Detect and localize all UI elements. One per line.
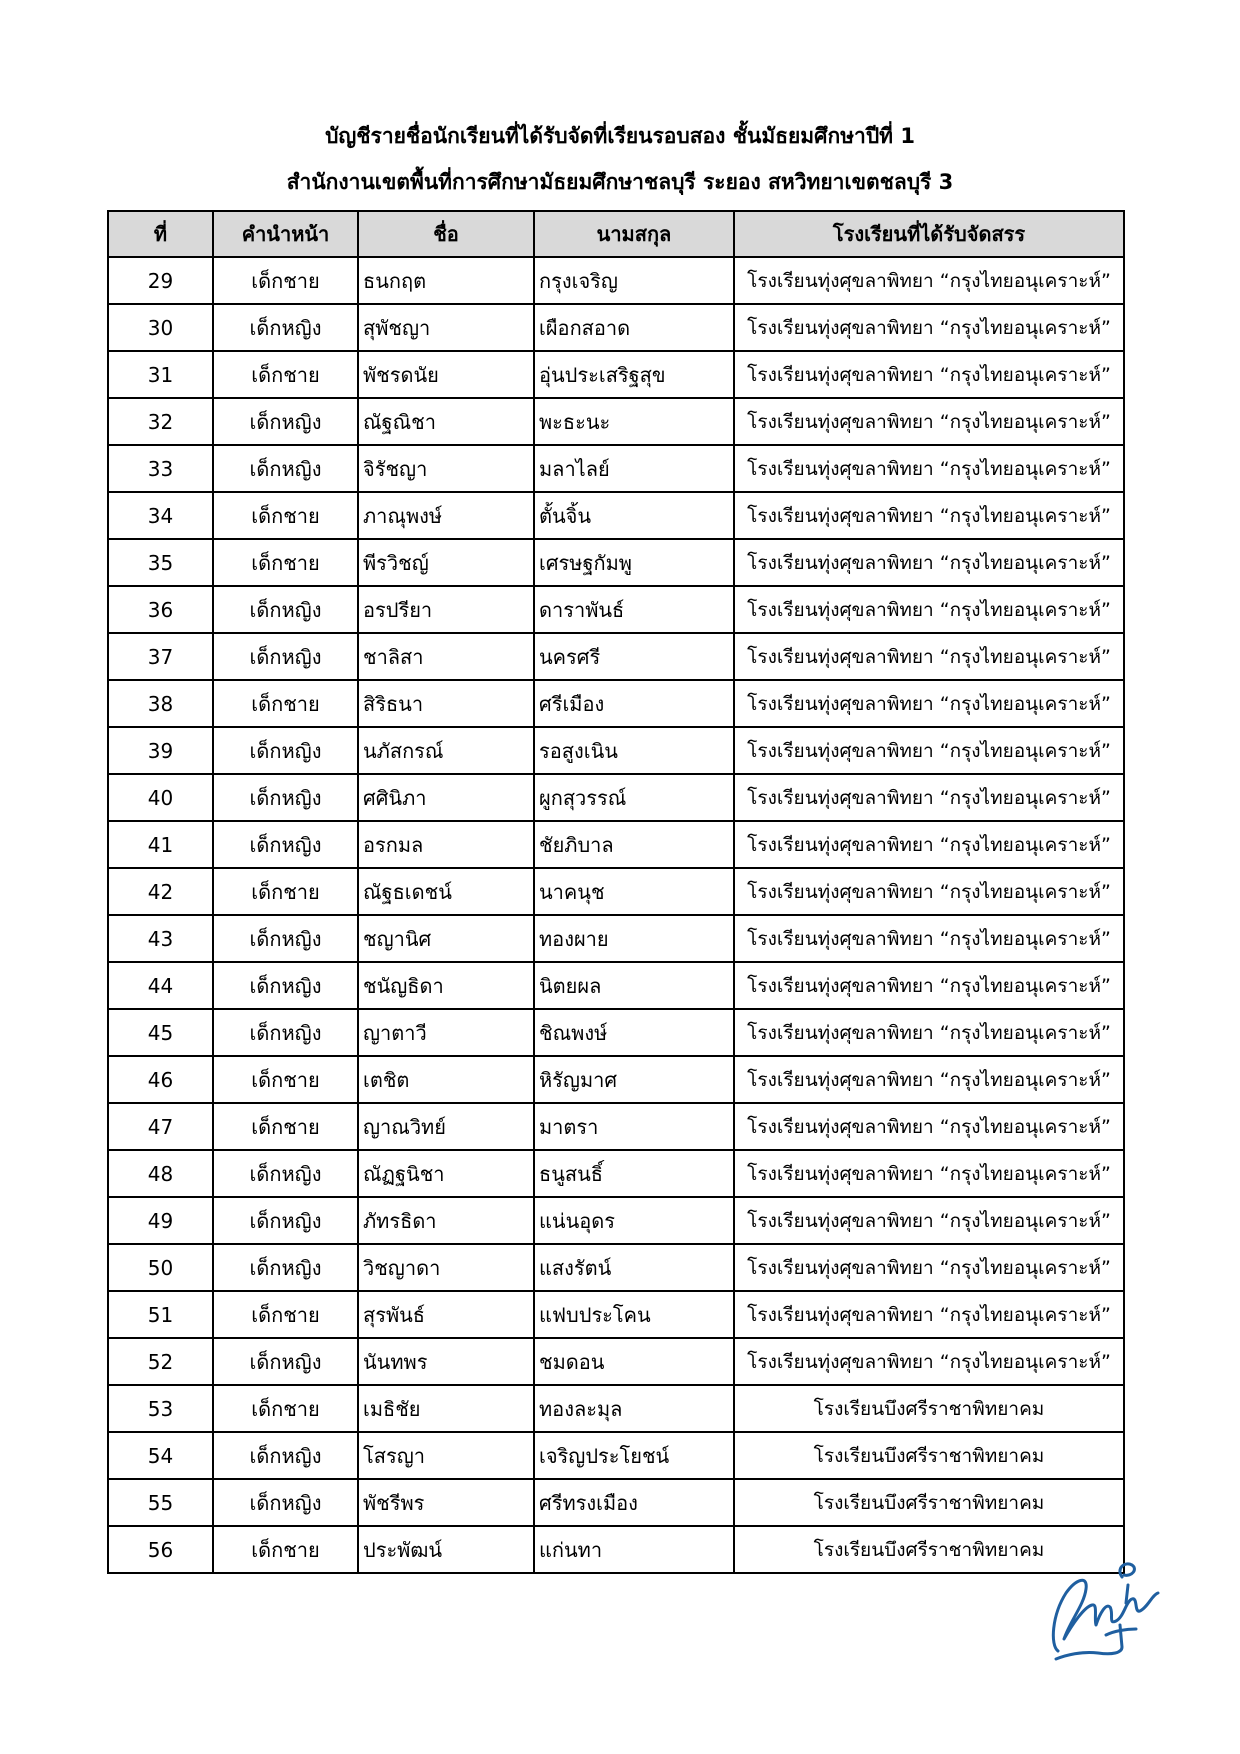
cell-first-name: วิชญาดา (358, 1244, 534, 1291)
table-body (108, 257, 1124, 1573)
cell-first-name: เมธิชัย (358, 1385, 534, 1432)
cell-number: 50 (108, 1244, 213, 1291)
table-row (108, 633, 1124, 680)
table-row (108, 586, 1124, 633)
cell-school: โรงเรียนทุ่งศุขลาพิทยา “กรุงไทยอนุเคราะห์” (734, 257, 1124, 304)
cell-school: โรงเรียนทุ่งศุขลาพิทยา “กรุงไทยอนุเคราะห์” (734, 1244, 1124, 1291)
cell-school: โรงเรียนทุ่งศุขลาพิทยา “กรุงไทยอนุเคราะห์” (734, 1103, 1124, 1150)
cell-last-name: พะธะนะ (534, 398, 734, 445)
cell-first-name: โสรญา (358, 1432, 534, 1479)
cell-school: โรงเรียนทุ่งศุขลาพิทยา “กรุงไทยอนุเคราะห์” (734, 398, 1124, 445)
cell-last-name: ชัยภิบาล (534, 821, 734, 868)
cell-number: 52 (108, 1338, 213, 1385)
cell-school: โรงเรียนทุ่งศุขลาพิทยา “กรุงไทยอนุเคราะห์” (734, 539, 1124, 586)
table-row (108, 962, 1124, 1009)
cell-school: โรงเรียนทุ่งศุขลาพิทยา “กรุงไทยอนุเคราะห์” (734, 1197, 1124, 1244)
table-row (108, 1197, 1124, 1244)
cell-last-name: ทองผาย (534, 915, 734, 962)
column-header-first-name: ชื่อ (358, 211, 534, 257)
cell-first-name: ญาณวิทย์ (358, 1103, 534, 1150)
cell-number: 56 (108, 1526, 213, 1573)
cell-first-name: ณัฏฐนิชา (358, 1150, 534, 1197)
cell-school: โรงเรียนทุ่งศุขลาพิทยา “กรุงไทยอนุเคราะห์” (734, 1150, 1124, 1197)
cell-first-name: ญาตาวี (358, 1009, 534, 1056)
table-row (108, 1432, 1124, 1479)
cell-prefix: เด็กชาย (213, 257, 358, 304)
cell-last-name: เผือกสอาด (534, 304, 734, 351)
cell-prefix: เด็กหญิง (213, 445, 358, 492)
table-row (108, 915, 1124, 962)
cell-prefix: เด็กหญิง (213, 1244, 358, 1291)
table-row (108, 868, 1124, 915)
cell-school: โรงเรียนทุ่งศุขลาพิทยา “กรุงไทยอนุเคราะห์” (734, 821, 1124, 868)
column-header-school: โรงเรียนที่ได้รับจัดสรร (734, 211, 1124, 257)
cell-first-name: เตชิต (358, 1056, 534, 1103)
cell-first-name: ณัฐธเดชน์ (358, 868, 534, 915)
cell-last-name: ชิณพงษ์ (534, 1009, 734, 1056)
table-row (108, 492, 1124, 539)
cell-school: โรงเรียนทุ่งศุขลาพิทยา “กรุงไทยอนุเคราะห์” (734, 962, 1124, 1009)
cell-last-name: ชมดอน (534, 1338, 734, 1385)
cell-school: โรงเรียนทุ่งศุขลาพิทยา “กรุงไทยอนุเคราะห์” (734, 774, 1124, 821)
cell-last-name: กรุงเจริญ (534, 257, 734, 304)
cell-number: 34 (108, 492, 213, 539)
cell-number: 54 (108, 1432, 213, 1479)
cell-last-name: เศรษฐกัมพู (534, 539, 734, 586)
cell-prefix: เด็กหญิง (213, 915, 358, 962)
cell-first-name: สุรพันธ์ (358, 1291, 534, 1338)
cell-prefix: เด็กหญิง (213, 1479, 358, 1526)
cell-first-name: นันทพร (358, 1338, 534, 1385)
cell-number: 40 (108, 774, 213, 821)
cell-prefix: เด็กชาย (213, 351, 358, 398)
cell-school: โรงเรียนทุ่งศุขลาพิทยา “กรุงไทยอนุเคราะห์” (734, 680, 1124, 727)
table-row (108, 257, 1124, 304)
cell-first-name: พีรวิชญ์ (358, 539, 534, 586)
cell-number: 33 (108, 445, 213, 492)
cell-number: 41 (108, 821, 213, 868)
table-row (108, 1150, 1124, 1197)
cell-number: 46 (108, 1056, 213, 1103)
column-header-number: ที่ (108, 211, 213, 257)
cell-last-name: ดาราพันธ์ (534, 586, 734, 633)
cell-number: 37 (108, 633, 213, 680)
cell-prefix: เด็กหญิง (213, 1197, 358, 1244)
cell-school: โรงเรียนทุ่งศุขลาพิทยา “กรุงไทยอนุเคราะห์” (734, 1056, 1124, 1103)
cell-first-name: อรกมล (358, 821, 534, 868)
cell-school: โรงเรียนทุ่งศุขลาพิทยา “กรุงไทยอนุเคราะห์” (734, 1338, 1124, 1385)
cell-last-name: รอสูงเนิน (534, 727, 734, 774)
cell-last-name: แฟบประโคน (534, 1291, 734, 1338)
cell-school: โรงเรียนทุ่งศุขลาพิทยา “กรุงไทยอนุเคราะห์” (734, 1009, 1124, 1056)
cell-last-name: นครศรี (534, 633, 734, 680)
table-row (108, 539, 1124, 586)
cell-number: 32 (108, 398, 213, 445)
cell-school: โรงเรียนบึงศรีราชาพิทยาคม (734, 1526, 1124, 1573)
cell-last-name: ศรีเมือง (534, 680, 734, 727)
cell-number: 55 (108, 1479, 213, 1526)
cell-school: โรงเรียนทุ่งศุขลาพิทยา “กรุงไทยอนุเคราะห์” (734, 351, 1124, 398)
cell-school: โรงเรียนทุ่งศุขลาพิทยา “กรุงไทยอนุเคราะห์” (734, 915, 1124, 962)
cell-number: 48 (108, 1150, 213, 1197)
cell-prefix: เด็กชาย (213, 868, 358, 915)
cell-number: 47 (108, 1103, 213, 1150)
cell-number: 43 (108, 915, 213, 962)
cell-first-name: นภัสกรณ์ (358, 727, 534, 774)
cell-prefix: เด็กหญิง (213, 633, 358, 680)
cell-number: 30 (108, 304, 213, 351)
cell-prefix: เด็กหญิง (213, 727, 358, 774)
table-row (108, 304, 1124, 351)
cell-first-name: พัชรีพร (358, 1479, 534, 1526)
cell-school: โรงเรียนทุ่งศุขลาพิทยา “กรุงไทยอนุเคราะห์” (734, 1291, 1124, 1338)
table-row (108, 821, 1124, 868)
table-row (108, 1244, 1124, 1291)
table-row (108, 680, 1124, 727)
cell-number: 31 (108, 351, 213, 398)
cell-prefix: เด็กชาย (213, 1103, 358, 1150)
table-row (108, 1338, 1124, 1385)
cell-last-name: แสงรัตน์ (534, 1244, 734, 1291)
cell-first-name: ชญานิศ (358, 915, 534, 962)
cell-prefix: เด็กหญิง (213, 1009, 358, 1056)
cell-prefix: เด็กหญิง (213, 1338, 358, 1385)
table-row (108, 445, 1124, 492)
cell-first-name: จิรัชญา (358, 445, 534, 492)
cell-number: 38 (108, 680, 213, 727)
cell-number: 51 (108, 1291, 213, 1338)
table-row (108, 1103, 1124, 1150)
cell-number: 42 (108, 868, 213, 915)
cell-school: โรงเรียนทุ่งศุขลาพิทยา “กรุงไทยอนุเคราะห์” (734, 727, 1124, 774)
cell-last-name: นิตยผล (534, 962, 734, 1009)
cell-prefix: เด็กหญิง (213, 774, 358, 821)
cell-prefix: เด็กชาย (213, 680, 358, 727)
cell-last-name: มลาไลย์ (534, 445, 734, 492)
cell-school: โรงเรียนทุ่งศุขลาพิทยา “กรุงไทยอนุเคราะห์” (734, 586, 1124, 633)
table-row (108, 1009, 1124, 1056)
table-row (108, 1479, 1124, 1526)
cell-school: โรงเรียนบึงศรีราชาพิทยาคม (734, 1385, 1124, 1432)
table-header-row (108, 211, 1124, 257)
cell-first-name: ภัทรธิดา (358, 1197, 534, 1244)
table-row (108, 1385, 1124, 1432)
cell-last-name: แก่นทา (534, 1526, 734, 1573)
cell-last-name: หิรัญมาศ (534, 1056, 734, 1103)
cell-number: 39 (108, 727, 213, 774)
cell-school: โรงเรียนทุ่งศุขลาพิทยา “กรุงไทยอนุเคราะห์” (734, 868, 1124, 915)
cell-school: โรงเรียนบึงศรีราชาพิทยาคม (734, 1479, 1124, 1526)
cell-prefix: เด็กชาย (213, 539, 358, 586)
cell-school: โรงเรียนบึงศรีราชาพิทยาคม (734, 1432, 1124, 1479)
cell-last-name: ทองละมุล (534, 1385, 734, 1432)
cell-prefix: เด็กชาย (213, 492, 358, 539)
cell-number: 45 (108, 1009, 213, 1056)
cell-number: 36 (108, 586, 213, 633)
cell-number: 35 (108, 539, 213, 586)
cell-last-name: มาตรา (534, 1103, 734, 1150)
cell-school: โรงเรียนทุ่งศุขลาพิทยา “กรุงไทยอนุเคราะห์” (734, 304, 1124, 351)
cell-last-name: นาคนุช (534, 868, 734, 915)
cell-last-name: เจริญประโยชน์ (534, 1432, 734, 1479)
cell-school: โรงเรียนทุ่งศุขลาพิทยา “กรุงไทยอนุเคราะห์” (734, 492, 1124, 539)
cell-prefix: เด็กชาย (213, 1056, 358, 1103)
cell-prefix: เด็กหญิง (213, 586, 358, 633)
cell-prefix: เด็กหญิง (213, 304, 358, 351)
cell-prefix: เด็กหญิง (213, 1150, 358, 1197)
cell-first-name: พัชรดนัย (358, 351, 534, 398)
cell-school: โรงเรียนทุ่งศุขลาพิทยา “กรุงไทยอนุเคราะห์” (734, 445, 1124, 492)
column-header-last-name: นามสกุล (534, 211, 734, 257)
cell-number: 49 (108, 1197, 213, 1244)
cell-first-name: ชาลิสา (358, 633, 534, 680)
cell-prefix: เด็กหญิง (213, 821, 358, 868)
cell-number: 53 (108, 1385, 213, 1432)
column-header-prefix: คำนำหน้า (213, 211, 358, 257)
cell-prefix: เด็กหญิง (213, 398, 358, 445)
cell-first-name: ภาณุพงษ์ (358, 492, 534, 539)
cell-last-name: ศรีทรงเมือง (534, 1479, 734, 1526)
table-row (108, 1291, 1124, 1338)
cell-prefix: เด็กหญิง (213, 1432, 358, 1479)
cell-first-name: ประพัฒน์ (358, 1526, 534, 1573)
document-title: บัญชีรายชื่อนักเรียนที่ได้รับจัดที่เรียนรอบสอง ชั้นมัธยมศึกษาปีที่ 1 (325, 124, 915, 148)
cell-prefix: เด็กชาย (213, 1385, 358, 1432)
table-row (108, 727, 1124, 774)
signature-strokes (1053, 1564, 1158, 1659)
cell-first-name: ณัฐณิชา (358, 398, 534, 445)
cell-first-name: อรปรียา (358, 586, 534, 633)
cell-last-name: ผูกสุวรรณ์ (534, 774, 734, 821)
cell-number: 44 (108, 962, 213, 1009)
cell-last-name: ตั้นจิ้น (534, 492, 734, 539)
cell-last-name: ธนูสนธิ์ (534, 1150, 734, 1197)
cell-last-name: อุ่นประเสริฐสุข (534, 351, 734, 398)
cell-first-name: ชนัญธิดา (358, 962, 534, 1009)
table-row (108, 398, 1124, 445)
cell-first-name: ศศินิภา (358, 774, 534, 821)
table-row (108, 774, 1124, 821)
cell-number: 29 (108, 257, 213, 304)
cell-prefix: เด็กชาย (213, 1291, 358, 1338)
cell-last-name: แน่นอุดร (534, 1197, 734, 1244)
cell-school: โรงเรียนทุ่งศุขลาพิทยา “กรุงไทยอนุเคราะห์” (734, 633, 1124, 680)
table-row (108, 1526, 1124, 1573)
student-table (107, 210, 1125, 1574)
table-row (108, 1056, 1124, 1103)
table-row (108, 351, 1124, 398)
cell-first-name: สิริธนา (358, 680, 534, 727)
cell-first-name: ธนกฤต (358, 257, 534, 304)
signature-image (1036, 1555, 1166, 1665)
cell-first-name: สุพัชญา (358, 304, 534, 351)
document-subtitle: สำนักงานเขตพื้นที่การศึกษามัธยมศึกษาชลบุรี ระยอง สหวิทยาเขตชลบุรี 3 (286, 170, 954, 194)
cell-prefix: เด็กหญิง (213, 962, 358, 1009)
cell-prefix: เด็กชาย (213, 1526, 358, 1573)
